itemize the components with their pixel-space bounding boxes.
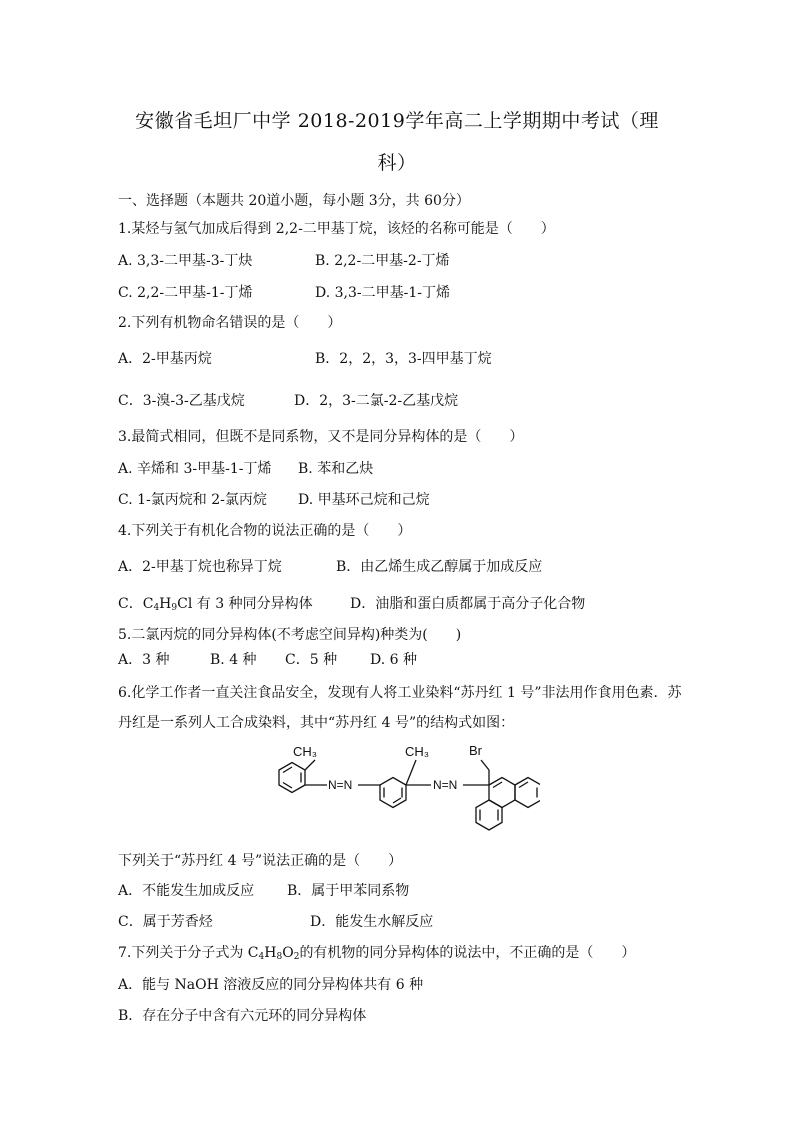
q1-option-b: B. 2,2-二甲基-2-丁烯 — [315, 253, 450, 269]
q2-option-a: A．2-甲基丙烷 — [118, 351, 212, 367]
section-heading: 一、选择题（本题共 20道小题，每小题 3分，共 60分） — [118, 193, 470, 209]
q6-stem-line1: 6.化学工作者一直关注食品安全，发现有人将工业染料“苏丹红 1 号”非法用作食用色素．苏 — [118, 685, 682, 701]
methyl-label-2: CH₃ — [405, 744, 430, 759]
q6-option-b: B．属于甲苯同系物 — [287, 883, 410, 899]
q5-option-a: A．3 种 — [118, 652, 170, 668]
q7-option-a: A．能与 NaOH 溶液反应的同分异构体共有 6 种 — [118, 977, 424, 993]
q7-mid2: O — [282, 945, 294, 961]
q5-option-b: B. 4 种 — [210, 652, 257, 668]
q3-option-b: B. 苯和乙炔 — [298, 461, 374, 477]
q2-option-b: B．2，2，3，3-四甲基丁烷 — [315, 351, 492, 367]
q5-stem: 5.二氯丙烷的同分异构体(不考虑空间异构)种类为( ) — [118, 627, 462, 643]
q4-stem: 4.下列关于有机化合物的说法正确的是（ ） — [118, 523, 412, 539]
page-title-line2: 科） — [377, 152, 417, 174]
q3-option-c: C. 1-氯丙烷和 2-氯丙烷 — [118, 492, 267, 508]
q4-c-sub2: 9 — [171, 603, 178, 613]
q3-option-d: D. 甲基环己烷和己烷 — [298, 492, 430, 508]
azo-label-2: N=N — [433, 778, 458, 792]
q4-option-d: D．油脂和蛋白质都属于高分子化合物 — [350, 596, 586, 612]
q2-option-c: C．3-溴-3-乙基戊烷 — [118, 393, 245, 409]
q7-stem — [118, 942, 635, 962]
q4-option-a: A．2-甲基丁烷也称异丁烷 — [118, 559, 282, 575]
methyl-label-1: CH₃ — [293, 744, 318, 759]
q4-option-c — [118, 593, 313, 613]
q7-stem-prefix: 7.下列关于分子式为 C — [118, 945, 259, 961]
q7-sub1: 4 — [258, 952, 265, 962]
q7-sub3: 2 — [293, 952, 300, 962]
azo-label-1: N=N — [328, 778, 353, 792]
q4-c-mid: H — [159, 596, 172, 612]
q2-stem: 2.下列有机物命名错误的是（ ） — [118, 315, 342, 331]
q6-option-a: A．不能发生加成反应 — [118, 883, 255, 899]
q7-sub2: 8 — [276, 952, 283, 962]
q6-option-c: C．属于芳香烃 — [118, 914, 213, 930]
q5-option-c: C．5 种 — [285, 652, 338, 668]
q4-option-b: B．由乙烯生成乙醇属于加成反应 — [336, 559, 543, 575]
q1-stem: 1.某烃与氢气加成后得到 2,2-二甲基丁烷，该烃的名称可能是（ ） — [118, 221, 555, 237]
q3-option-a: A. 辛烯和 3-甲基-1-丁烯 — [118, 461, 272, 477]
q2-option-d: D．2，3-二氯-2-乙基戊烷 — [294, 393, 459, 409]
q1-option-c: C. 2,2-二甲基-1-丁烯 — [118, 285, 253, 301]
q1-option-a: A. 3,3-二甲基-3-丁炔 — [118, 253, 253, 269]
q5-option-d: D. 6 种 — [370, 652, 417, 668]
q7-mid1: H — [264, 945, 277, 961]
q7-stem-suffix: 的有机物的同分异构体的说法中，不正确的是（ ） — [299, 945, 636, 961]
q6-option-d: D．能发生水解反应 — [310, 914, 434, 930]
q6-stem-line3: 下列关于“苏丹红 4 号”说法正确的是（ ） — [118, 853, 403, 869]
sudan-red-4-structure — [255, 738, 540, 838]
bromo-label: Br — [469, 743, 482, 758]
q4-c-sub1: 4 — [153, 603, 160, 613]
q1-option-d: D. 3,3-二甲基-1-丁烯 — [315, 285, 450, 301]
q4-c-prefix: C．C — [118, 596, 154, 612]
q4-c-suffix: Cl 有 3 种同分异构体 — [177, 596, 313, 612]
q3-stem: 3.最简式相同，但既不是同系物，又不是同分异构体的是（ ） — [118, 429, 524, 445]
page-title-line1: 安徽省毛坦厂中学 2018-2019学年高二上学期期中考试（理 — [135, 110, 659, 132]
q7-option-b: B．存在分子中含有六元环的同分异构体 — [118, 1008, 367, 1024]
q6-stem-line2: 丹红是一系列人工合成染料，其中“苏丹红 4 号”的结构式如图： — [118, 715, 515, 731]
